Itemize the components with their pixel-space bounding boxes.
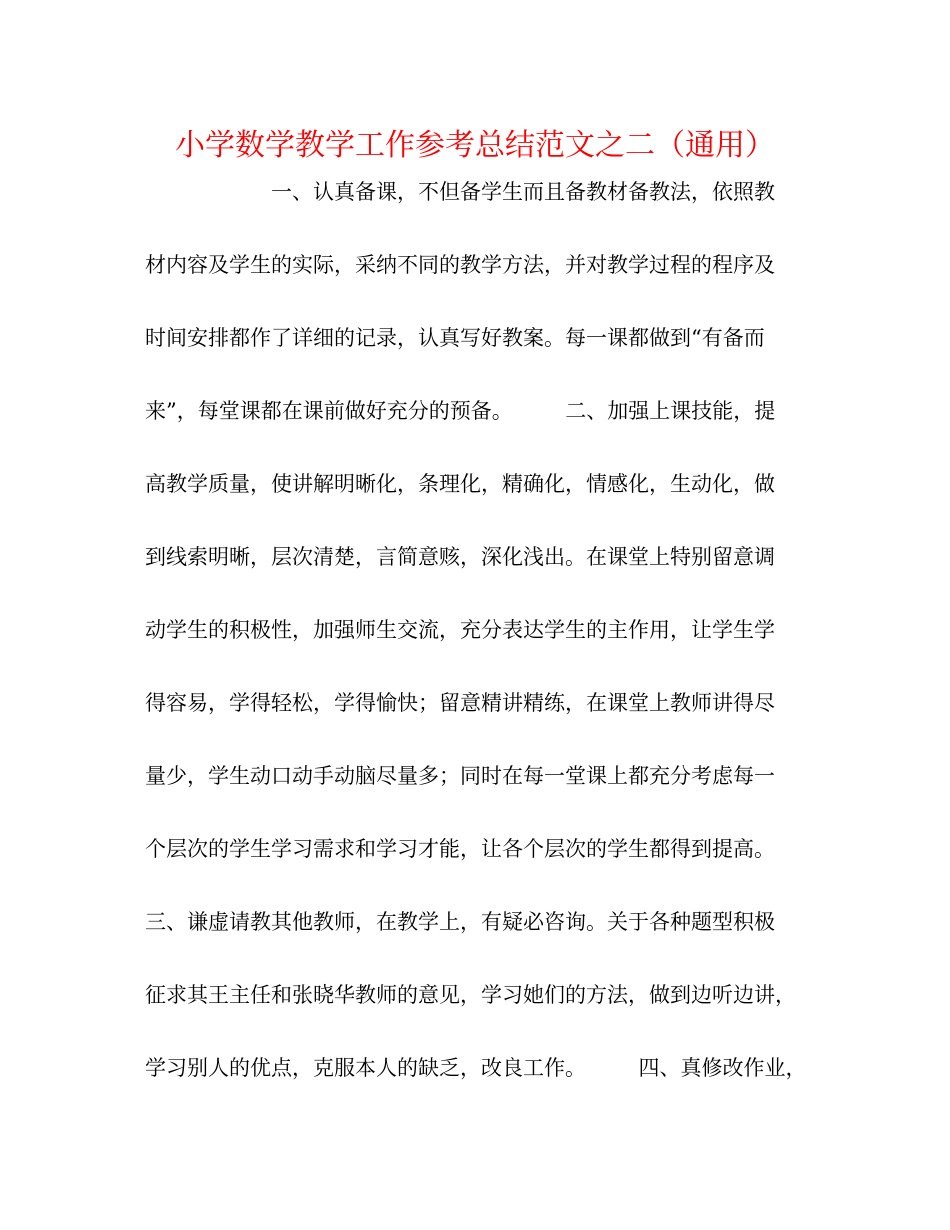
body-line-6: 到线索明晰，层次清楚，言简意赅，深化浅出。在课堂上特别留意调 [145,545,775,569]
body-line-2: 材内容及学生的实际，采纳不同的教学方法，并对教学过程的程序及 [145,253,775,277]
body-line-1: 一、认真备课，不但备学生而且备教材备教法，依照教 [145,180,775,204]
body-line-5: 高教学质量，使讲解明晰化，条理化，精确化，情感化，生动化，做 [145,472,775,496]
body-line-10: 个层次的学生学习需求和学习才能，让各个层次的学生都得到提高。 [145,837,775,861]
body-line-12: 征求其王主任和张晓华教师的意见，学习她们的方法，做到边听边讲， [145,983,796,1007]
body-line-7: 动学生的积极性，加强师生交流，充分表达学生的主作用，让学生学 [145,618,775,642]
body-line-13: 学习别人的优点，克服本人的缺乏，改良工作。 四、真修改作业， [145,1056,807,1080]
document-title: 小学数学教学工作参考总结范文之二（通用） [175,128,775,163]
body-line-11: 三、谦虚请教其他教师，在教学上，有疑必咨询。关于各种题型积极 [145,910,775,934]
body-line-9: 量少，学生动口动手动脑尽量多；同时在每一堂课上都充分考虑每一 [145,764,775,788]
body-line-3: 时间安排都作了详细的记录，认真写好教案。每一课都做到“有备而 [145,326,765,350]
body-line-8: 得容易，学得轻松，学得愉快；留意精讲精练，在课堂上教师讲得尽 [145,691,775,715]
body-line-4: 来”，每堂课都在课前做好充分的预备。 二、加强上课技能，提 [145,399,776,423]
